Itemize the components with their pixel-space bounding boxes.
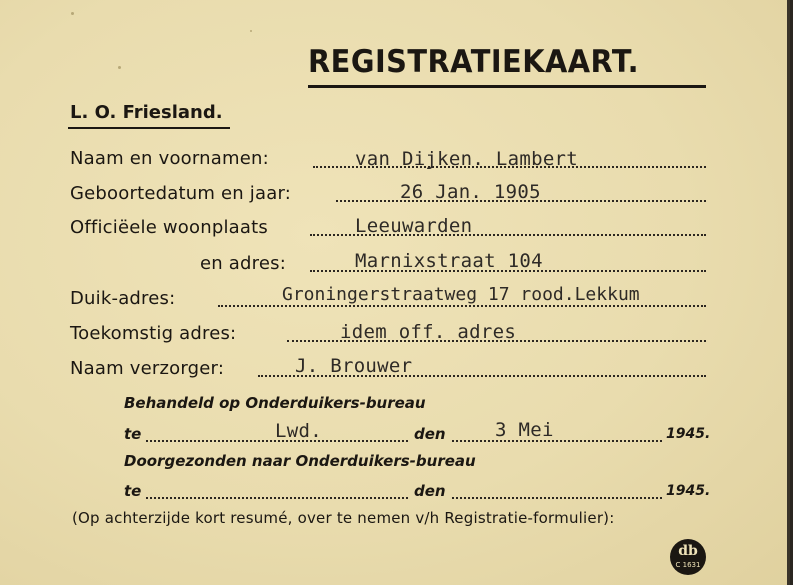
forwarded-den-dotted-line (452, 497, 662, 499)
printer-logo-number: C 1631 (675, 561, 701, 569)
title-underline (308, 85, 706, 88)
name-value: van Dijken. Lambert (355, 148, 579, 170)
card-title: REGISTRATIEKAART. (308, 44, 640, 80)
printer-logo (670, 539, 706, 575)
handled-den-value: 3 Mei (495, 419, 554, 441)
name-label: Naam en voornamen: (70, 148, 269, 169)
paper-speck (71, 12, 74, 15)
birthdate-label: Geboortedatum en jaar: (70, 183, 291, 204)
handled-year: 1945. (666, 426, 711, 442)
address-value: Marnixstraat 104 (355, 250, 543, 272)
address-label: en adres: (200, 253, 286, 274)
handled-heading: Behandeld op Onderduikers-bureau (124, 394, 426, 412)
future-address-value: idem off. adres (340, 321, 517, 343)
forwarded-te-dotted-line (146, 497, 408, 499)
forwarded-heading: Doorgezonden naar Onderduikers-bureau (124, 452, 476, 470)
residence-label: Officiëele woonplaats (70, 217, 268, 238)
future-address-label: Toekomstig adres: (70, 323, 237, 344)
forwarded-year: 1945. (666, 483, 711, 499)
handled-te-value: Lwd. (275, 420, 322, 442)
organization-name: L. O. Friesland. (70, 102, 223, 123)
hiding-address-value: Groningerstraatweg 17 rood.Lekkum (282, 284, 640, 305)
hiding-address-dotted-line (218, 305, 706, 307)
paper-speck (118, 66, 121, 69)
forwarded-te-label: te (124, 482, 142, 500)
footer-note: (Op achterzijde kort resumé, over te nemen v/h Registratie-formulier): (72, 509, 615, 527)
handled-den-label: den (414, 425, 446, 443)
printer-logo-text: db (678, 543, 698, 559)
organization-underline (68, 127, 230, 129)
forwarded-den-label: den (414, 482, 446, 500)
handled-te-label: te (124, 425, 142, 443)
caretaker-label: Naam verzorger: (70, 358, 225, 379)
hiding-address-label: Duik-adres: (70, 288, 176, 309)
birthdate-value: 26 Jan. 1905 (400, 181, 541, 203)
caretaker-value: J. Brouwer (295, 355, 413, 377)
handled-den-dotted-line (452, 440, 662, 442)
residence-value: Leeuwarden (355, 215, 473, 237)
paper-speck (250, 30, 252, 32)
